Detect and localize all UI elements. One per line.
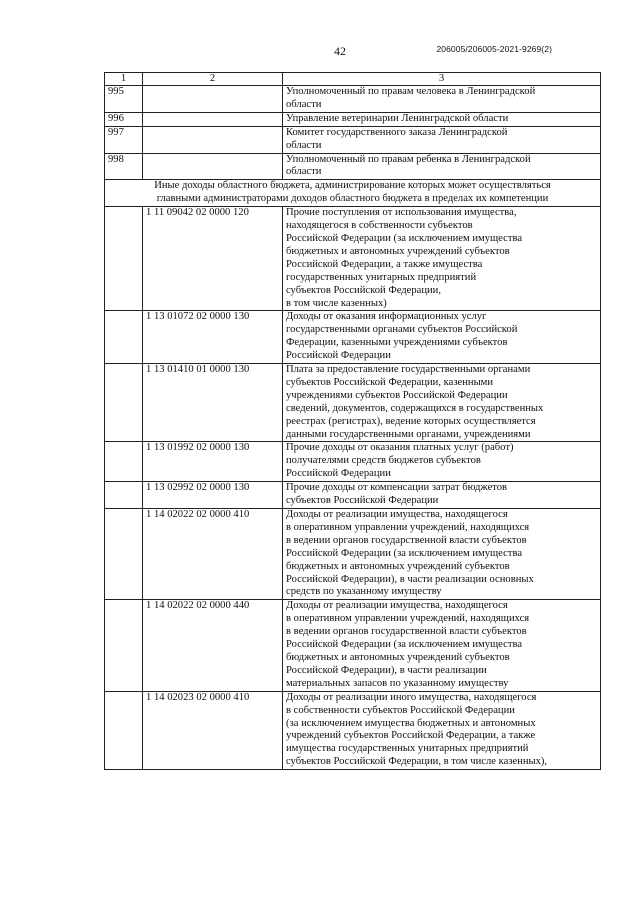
text-line: (за исключением имущества бюджетных и автономных [286,717,536,729]
text-line: Российской Федерации (за исключением имущества [286,547,523,559]
text-line: государственных унитарных предприятий [286,271,477,283]
admin-name [283,153,601,180]
admin-number: 996 [105,112,143,126]
income-row [105,442,601,482]
text-line: субъектов Российской Федерации, казенными [286,376,494,388]
text-line: бюджетных и автономных учреждений субъектов [286,651,510,663]
text-line: в оперативном управлении учреждений, находящихся [286,613,530,625]
text-line: области [286,98,322,110]
admin-number: 997 [105,126,143,153]
income-row [105,600,601,691]
income-code: 1 14 02022 02 0000 440 [143,600,283,691]
text-line: области [286,139,322,151]
admin-row [105,112,601,126]
income-description [283,442,601,482]
text-line: субъектов Российской Федерации [286,495,439,507]
empty-cell [143,153,283,180]
text-line: Управление ветеринарии Ленинградской области [286,112,509,124]
text-line: данными государственными органами, учреждениями [286,428,531,440]
text-line: Российской Федерации (за исключением имущества [286,639,523,651]
income-description [283,311,601,364]
text-line: государственными органами субъектов Российской [286,324,518,336]
empty-cell [105,691,143,769]
text-line: Федерации, казенными учреждениями субъектов [286,337,508,349]
admin-number: 995 [105,86,143,113]
income-description [283,207,601,311]
text-line: в собственности субъектов Российской Федерации [286,704,515,716]
admin-row [105,153,601,180]
text-line: сведений, документов, содержащихся в государственных [286,402,544,414]
text-line: Российской Федерации), в части реализации [286,664,487,676]
text-line: Иные доходы областного бюджета, администрирование которых может осуществляться [154,180,551,192]
income-description [283,509,601,600]
text-line: Доходы от реализации имущества, находящегося [286,509,508,520]
income-row [105,482,601,509]
text-line: реестрах (регистрах), ведение которых осуществляется [286,415,536,427]
income-row [105,691,601,769]
text-line: Уполномоченный по правам ребенка в Ленинградской [286,153,531,165]
empty-cell [143,112,283,126]
income-row [105,207,601,311]
text-line: Уполномоченный по правам человека в Ленинградской [286,86,536,97]
empty-cell [143,86,283,113]
income-code: 1 13 01410 01 0000 130 [143,364,283,442]
empty-cell [105,311,143,364]
text-line: Прочие поступления от использования имущества, [286,207,517,219]
admin-number: 998 [105,153,143,180]
text-line: учреждений субъектов Российской Федерации, а также [286,730,536,742]
text-line: в ведении органов государственной власти субъектов [286,534,527,546]
text-line: материальных запасов по указанному имуществу [286,677,509,689]
text-line: в оперативном управлении учреждений, находящихся [286,521,530,533]
income-row [105,311,601,364]
text-line: Российской Федерации [286,350,391,362]
empty-cell [105,364,143,442]
empty-cell [105,482,143,509]
text-line: Доходы от реализации иного имущества, находящегося [286,691,537,703]
income-code: 1 11 09042 02 0000 120 [143,207,283,311]
text-line: в ведении органов государственной власти субъектов [286,626,527,638]
column-header-3: 3 [283,73,601,86]
section-heading [105,180,601,207]
text-line: Российской Федерации, а также имущества [286,258,483,270]
text-line: учреждениями субъектов Российской Федерации [286,389,508,401]
text-line: имущества государственных унитарных предприятий [286,743,529,755]
admin-name [283,112,601,126]
text-line: получателями средств бюджетов субъектов [286,455,481,467]
text-line: главными администраторами доходов областного бюджета в пределах их компетенции [156,193,549,205]
text-line: средств по указанному имуществу [286,586,442,598]
text-line: субъектов Российской Федерации, [286,284,442,296]
text-line: Прочие доходы от оказания платных услуг (работ) [286,442,514,454]
income-description [283,600,601,691]
income-code: 1 13 01992 02 0000 130 [143,442,283,482]
income-code: 1 13 02992 02 0000 130 [143,482,283,509]
income-description [283,691,601,769]
text-line: находящегося в собственности субъектов [286,220,473,232]
income-row [105,364,601,442]
admin-name [283,126,601,153]
text-line: Российской Федерации [286,468,391,480]
text-line: области [286,166,322,178]
column-header-2: 2 [143,73,283,86]
empty-cell [105,207,143,311]
admin-row [105,126,601,153]
document-code: 206005/206005-2021-9269(2) [436,44,552,54]
section-heading-row [105,180,601,207]
text-line: Комитет государственного заказа Ленинградской [286,126,508,138]
income-code: 1 14 02022 02 0000 410 [143,509,283,600]
empty-cell [105,509,143,600]
table-header-row [105,73,601,86]
text-line: Доходы от реализации имущества, находящегося [286,600,508,612]
text-line: субъектов Российской Федерации, в том числе казенных), [286,756,548,768]
empty-cell [105,442,143,482]
income-row [105,509,601,600]
text-line: Доходы от оказания информационных услуг [286,311,487,323]
empty-cell [105,600,143,691]
income-code: 1 13 01072 02 0000 130 [143,311,283,364]
admin-row [105,86,601,113]
text-line: Плата за предоставление государственными органами [286,364,531,376]
text-line: Российской Федерации (за исключением имущества [286,232,523,244]
text-line: в том числе казенных) [286,297,387,309]
revenue-table [104,72,601,770]
text-line: бюджетных и автономных учреждений субъектов [286,560,510,572]
income-description [283,482,601,509]
page-number: 42 [334,44,346,58]
income-code: 1 14 02023 02 0000 410 [143,691,283,769]
text-line: бюджетных и автономных учреждений субъектов [286,245,510,257]
text-line: Прочие доходы от компенсации затрат бюджетов [286,482,508,494]
column-header-1: 1 [105,73,143,86]
empty-cell [143,126,283,153]
admin-name [283,86,601,113]
text-line: Российской Федерации), в части реализации основных [286,573,534,585]
income-description [283,364,601,442]
